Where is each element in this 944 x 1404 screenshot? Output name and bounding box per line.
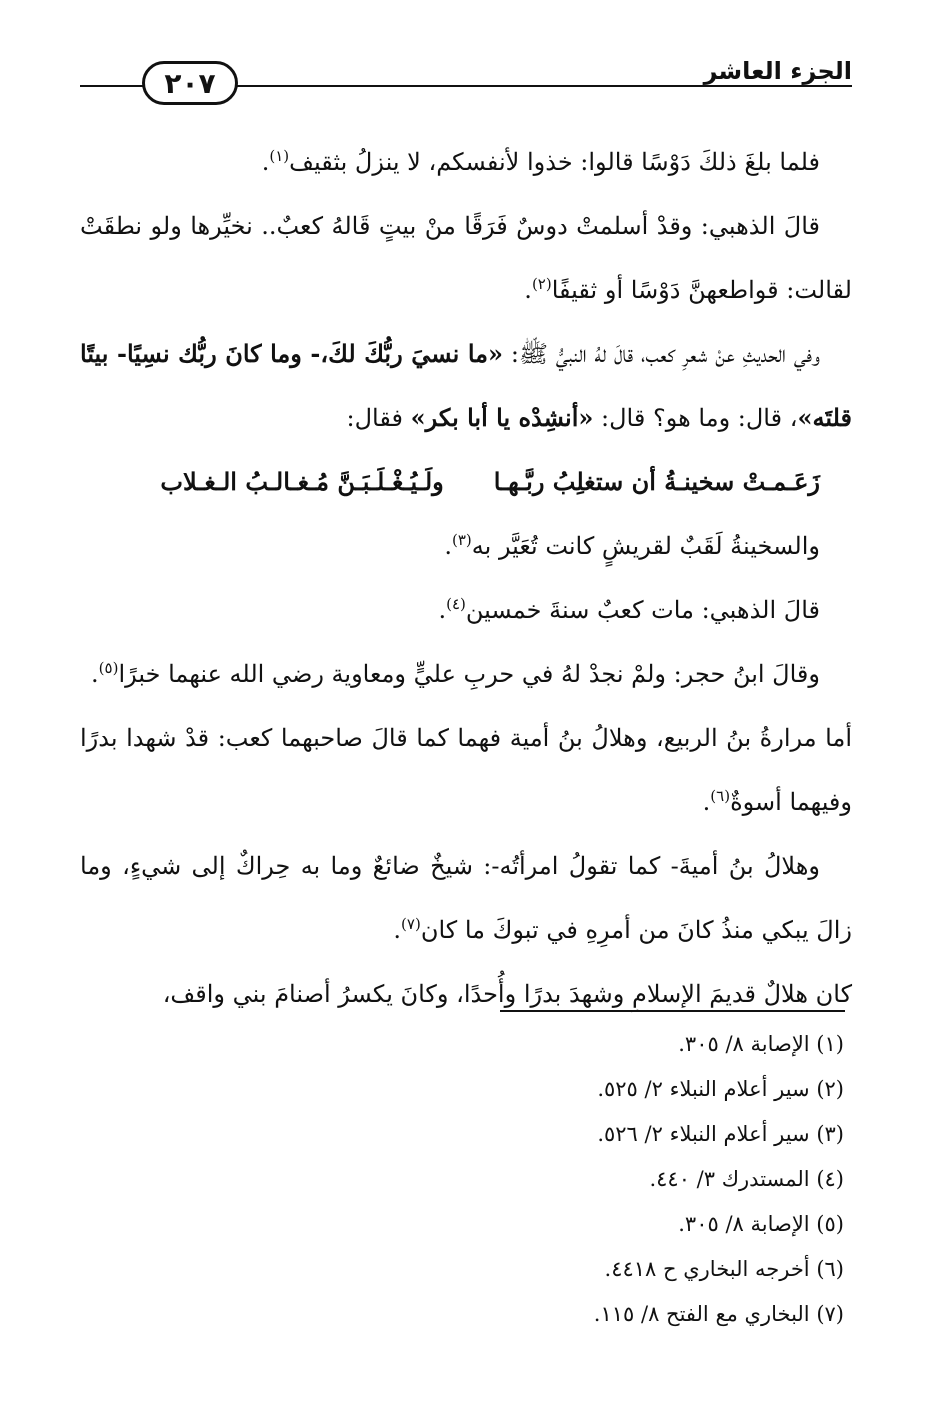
paragraph-end: . xyxy=(393,916,402,944)
paragraph-text: فقال: xyxy=(346,404,411,432)
paragraph-8 xyxy=(80,834,852,962)
paragraph-text: وهلالُ بنُ أميةَ- كما تقولُ امرأتُه-: شيخٌ ضائعٌ وما به حِراكٌ إلى شيءٍ، وما زالَ يبكي منذُ كانَ من أمرِهِ في تبوكَ ما كان xyxy=(80,852,852,944)
paragraph-end: . xyxy=(438,596,447,624)
footnote-2: (٢) سير أعلام النبلاء ٢/ ٥٢٥. xyxy=(597,1077,844,1101)
paragraph-text: كان هلالٌ قديمَ الإسلامِ وشهدَ بدرًا وأُحدًا، وكانَ يكسرُ أصنامَ بني واقف، xyxy=(162,980,852,1008)
paragraph-text: فلما بلغَ ذلكَ دَوْسًا قالوا: خذوا لأنفسكم، لا ينزلُ بثقيف xyxy=(289,148,820,176)
hadith-quote: «أنشِدْه يا أبا بكر» xyxy=(410,403,594,432)
footnote-1: (١) الإصابة ٨/ ٣٠٥. xyxy=(678,1032,844,1056)
footnotes xyxy=(424,1022,844,1337)
part-title: الجزء العاشر xyxy=(698,57,852,85)
footnote-7: (٧) البخاري مع الفتح ٨/ ١١٥. xyxy=(593,1302,844,1326)
paragraph-1 xyxy=(80,130,852,194)
footnote-ref: (٣) xyxy=(451,531,472,549)
page-header xyxy=(80,55,852,115)
footnote-ref: (١) xyxy=(269,147,290,165)
paragraph-5 xyxy=(80,578,852,642)
paragraph-text: وفي الحديثِ عنْ شعرِ كعب، قالَ لهُ النبيُّ ﷺ: xyxy=(503,340,821,368)
paragraph-text: قالَ الذهبي: مات كعبٌ سنةَ خمسين xyxy=(465,596,820,624)
paragraph-text: ، قال: وما هو؟ قال: xyxy=(593,404,798,432)
footnote-3: (٣) سير أعلام النبلاء ٢/ ٥٢٦. xyxy=(597,1122,844,1146)
footnote-separator xyxy=(500,1010,845,1012)
paragraph-end: . xyxy=(444,532,452,560)
paragraph-3 xyxy=(80,322,852,450)
footnote-ref: (٥) xyxy=(98,659,119,677)
paragraph-9 xyxy=(80,962,852,1026)
footnote-ref: (٧) xyxy=(401,915,421,933)
paragraph-text: قالَ الذهبي: وقدْ أسلمتْ دوسٌ فَرَقًا منْ بيتٍ قَالهُ كعبٌ.. نخيِّرها ولو نطقَتْ لقالت: قواطعهنَّ دَوْسًا أو ثقيفًا xyxy=(80,212,852,304)
paragraph-text: والسخينةُ لَقَبٌ لقريشٍ كانت تُعَيَّر به xyxy=(471,532,820,560)
paragraph-end: . xyxy=(261,148,270,176)
paragraph-text: وقالَ ابنُ حجر: ولمْ نجدْ لهُ في حربِ عليٍّ ومعاوية رضي الله عنهما خبرًا xyxy=(118,660,820,688)
paragraph-end: . xyxy=(702,788,711,816)
poem-verse xyxy=(80,450,852,514)
paragraph-6 xyxy=(80,642,852,706)
verse-hemistich-1: زَعَـمـتْ سخينـةُ أن ستغلِبُ ربَّـهـا xyxy=(493,467,820,496)
footnote-6: (٦) أخرجه البخاري ح ٤٤١٨. xyxy=(604,1257,844,1281)
paragraph-2 xyxy=(80,194,852,322)
paragraph-end: . xyxy=(91,660,99,688)
footnote-ref: (٢) xyxy=(531,275,552,293)
paragraph-text: أما مرارةُ بنُ الربيع، وهلالُ بنُ أمية فهما كما قالَ صاحبهما كعب: قدْ شهدا بدرًا وفيهما أسوةٌ xyxy=(80,724,853,816)
paragraph-7 xyxy=(80,706,852,834)
verse-hemistich-2: ولَـيُـغْـلَـبَـنَّ مُـغـالـبُ الـغـلاب xyxy=(160,467,444,496)
footnote-ref: (٦) xyxy=(710,787,731,805)
page-number: ٢٠٧ xyxy=(142,61,238,105)
footnote-5: (٥) الإصابة ٨/ ٣٠٥. xyxy=(678,1212,844,1236)
hadith-quote: «ما نسيَ ربُّكَ لكَ،- وما كانَ ربُّك نسِيًا- بيتًا قلتَه» xyxy=(80,339,852,432)
footnote-ref: (٤) xyxy=(446,595,466,613)
main-text xyxy=(80,130,852,1026)
paragraph-end: . xyxy=(524,276,532,304)
paragraph-4 xyxy=(80,514,852,578)
footnote-4: (٤) المستدرك ٣/ ٤٤٠. xyxy=(649,1167,844,1191)
